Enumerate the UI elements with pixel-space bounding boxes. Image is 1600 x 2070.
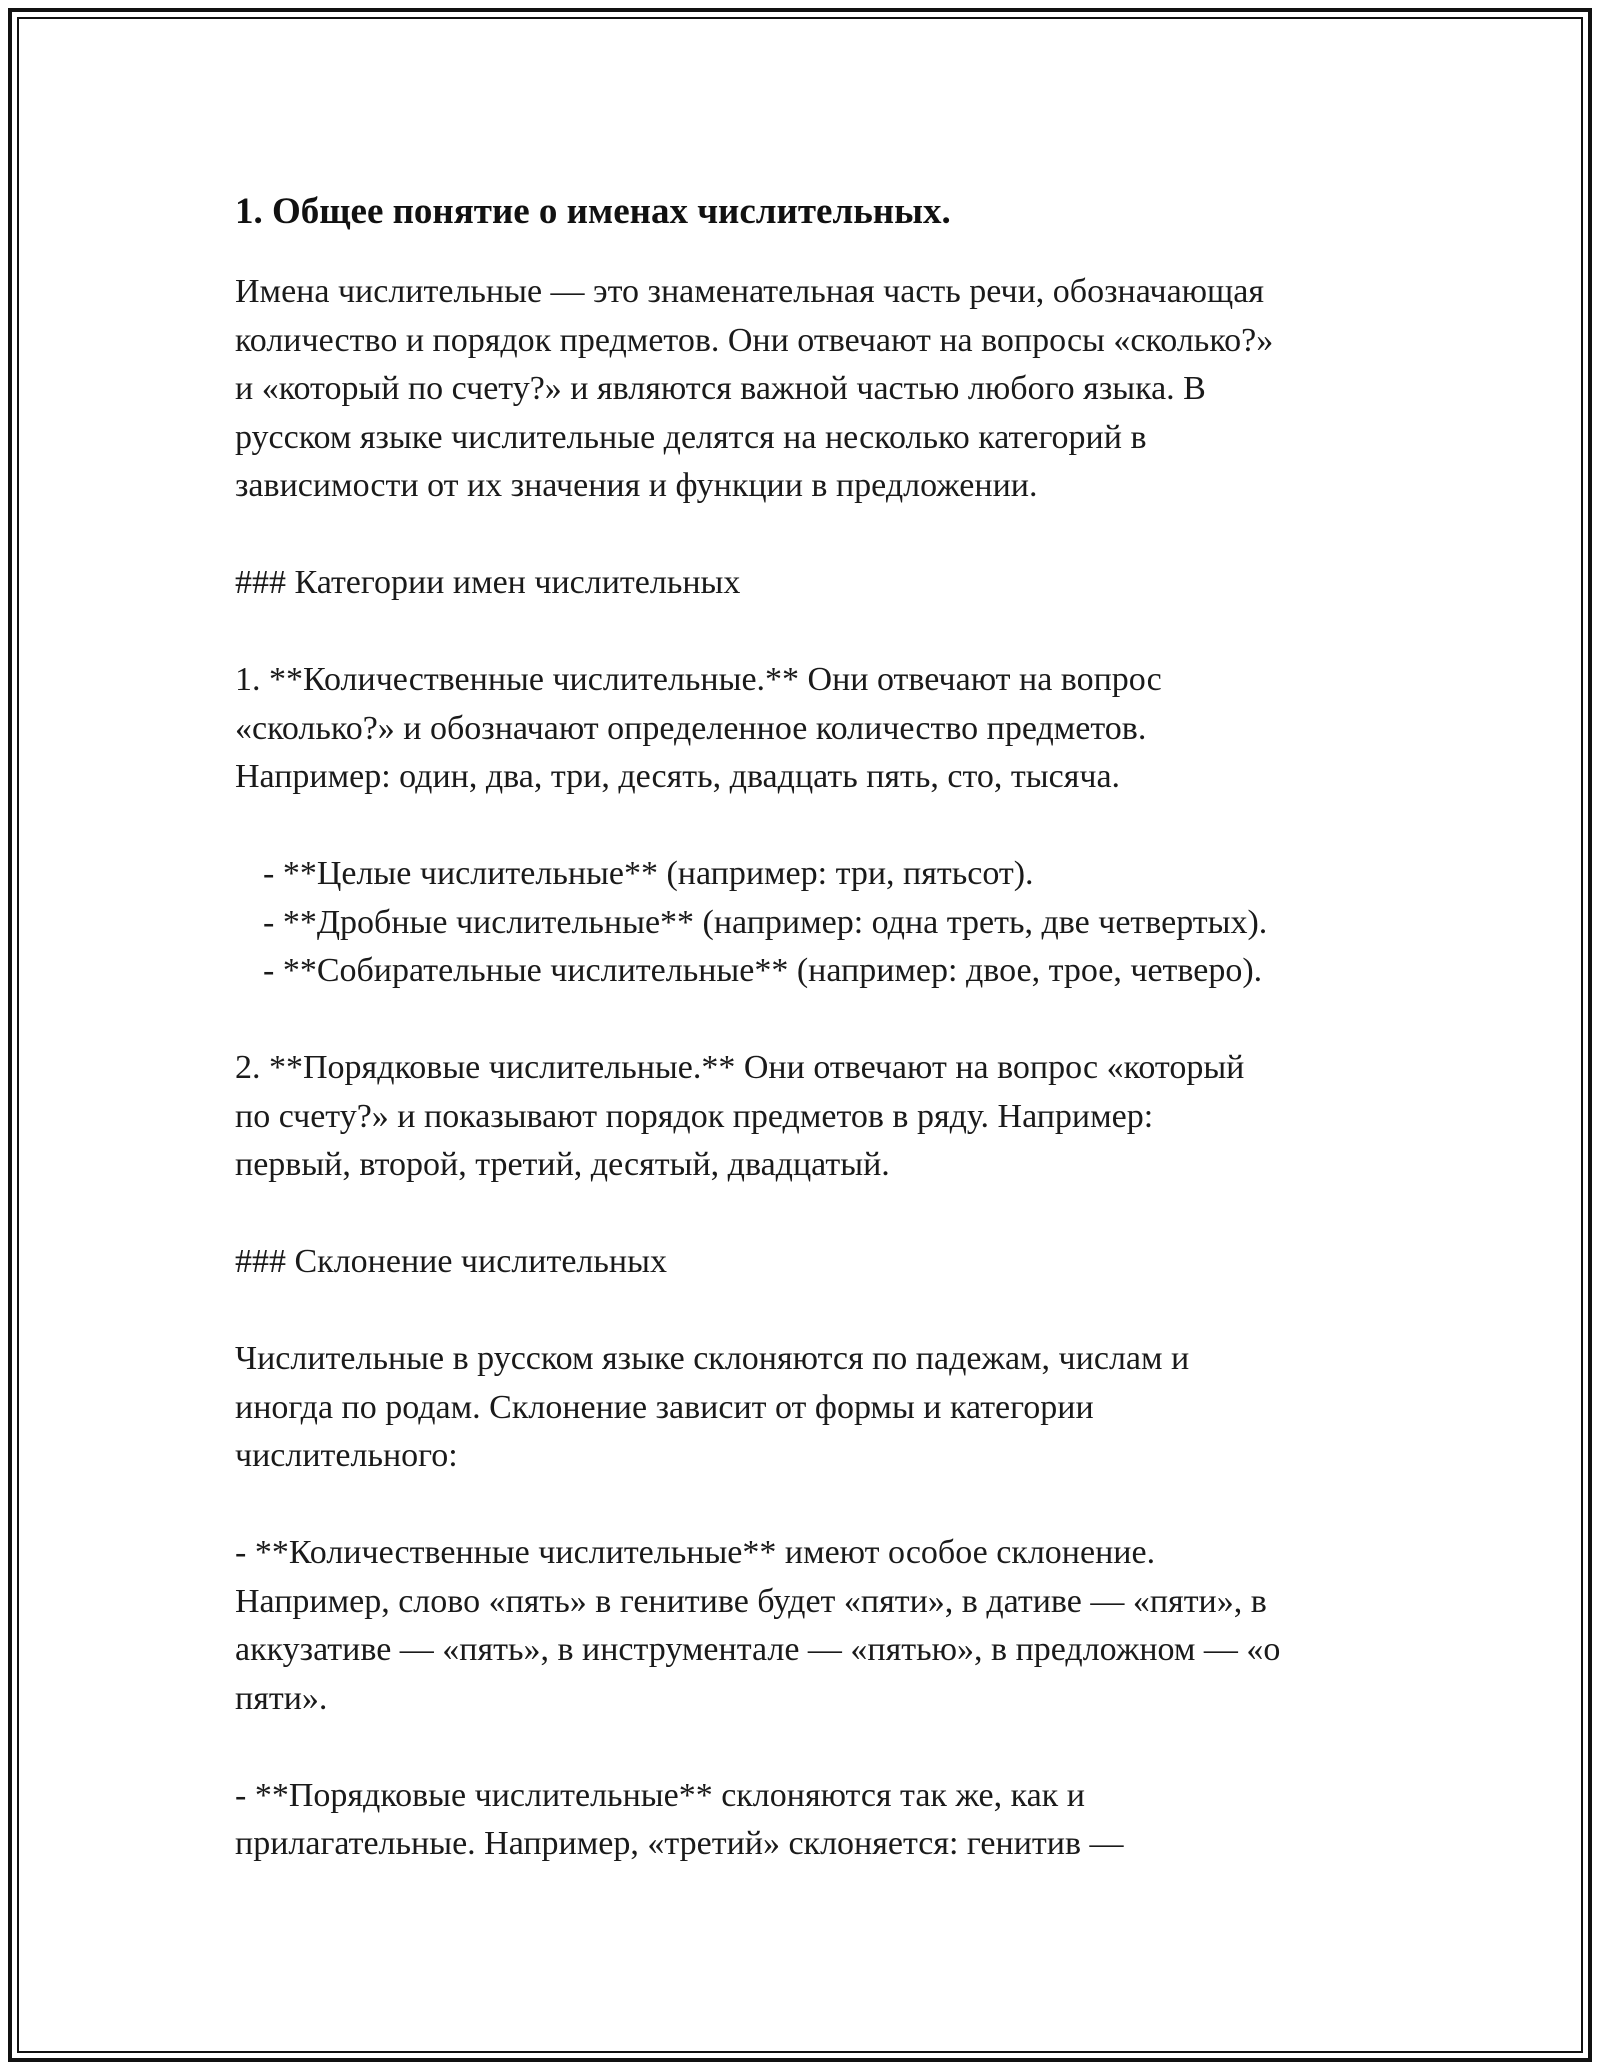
category-cardinal bbox=[235, 656, 1385, 802]
text-line: зависимости от их значения и функции в предложении. bbox=[235, 467, 1038, 504]
intro-paragraph bbox=[235, 268, 1385, 511]
text-line: пяти». bbox=[235, 1679, 328, 1717]
spacer bbox=[235, 802, 1385, 851]
text-line: первый, второй, третий, десятый, двадцатый. bbox=[235, 1146, 890, 1183]
spacer bbox=[235, 996, 1385, 1045]
spacer bbox=[235, 1287, 1385, 1336]
spacer bbox=[235, 236, 1385, 268]
text-line: аккузативе — «пять», в инструментале — «пятью», в предложном — «о bbox=[235, 1631, 1281, 1668]
spacer bbox=[235, 1481, 1385, 1530]
text-line: русском языке числительные делятся на несколько категорий в bbox=[235, 418, 1147, 456]
document-body bbox=[235, 188, 1385, 1869]
declension-cardinal bbox=[235, 1529, 1385, 1723]
list-item: - **Дробные числительные** (например: одна треть, две четвертых). bbox=[263, 903, 1268, 941]
text-line: 2. **Порядковые числительные.** Они отвечают на вопрос «который bbox=[235, 1049, 1245, 1086]
spacer bbox=[235, 608, 1385, 657]
declension-intro bbox=[235, 1335, 1385, 1481]
text-line: «сколько?» и обозначают определенное количество предметов. bbox=[235, 709, 1147, 747]
declension-ordinal bbox=[235, 1772, 1385, 1869]
text-line: 1. **Количественные числительные.** Они отвечают на вопрос bbox=[235, 661, 1162, 698]
category-ordinal bbox=[235, 1044, 1385, 1190]
text-line: Например: один, два, три, десять, двадцать пять, сто, тысяча. bbox=[235, 758, 1121, 795]
text-line: Имена числительные — это знаменательная часть речи, обозначающая bbox=[235, 273, 1264, 310]
spacer bbox=[235, 511, 1385, 560]
text-line: - **Количественные числительные** имеют особое склонение. bbox=[235, 1534, 1156, 1571]
section-title: 1. Общее понятие о именах числительных. bbox=[235, 191, 951, 232]
text-line: количество и порядок предметов. Они отвечают на вопросы «сколько?» bbox=[235, 321, 1274, 359]
text-line: по счету?» и показывают порядок предметов в ряду. Например: bbox=[235, 1097, 1154, 1135]
text-line: Числительные в русском языке склоняются по падежам, числам и bbox=[235, 1340, 1190, 1377]
text-line: прилагательные. Например, «третий» склоняется: генитив — bbox=[235, 1825, 1124, 1862]
list-item: - **Собирательные числительные** (например: двое, трое, четверо). bbox=[263, 952, 1263, 989]
text-line: и «который по счету?» и являются важной частью любого языка. В bbox=[235, 370, 1206, 407]
categories-heading: ### Категории имен числительных bbox=[235, 564, 741, 601]
list-item: - **Целые числительные** (например: три, пятьсот). bbox=[263, 855, 1034, 892]
subcategory-list bbox=[235, 850, 1385, 996]
spacer bbox=[235, 1723, 1385, 1772]
declension-heading: ### Склонение числительных bbox=[235, 1243, 667, 1280]
text-line: иногда по родам. Склонение зависит от формы и категории bbox=[235, 1388, 1094, 1426]
text-line: Например, слово «пять» в генитиве будет «пяти», в дативе — «пяти», в bbox=[235, 1582, 1267, 1620]
text-line: - **Порядковые числительные** склоняются так же, как и bbox=[235, 1776, 1085, 1814]
text-line: числительного: bbox=[235, 1437, 458, 1474]
spacer bbox=[235, 1190, 1385, 1239]
